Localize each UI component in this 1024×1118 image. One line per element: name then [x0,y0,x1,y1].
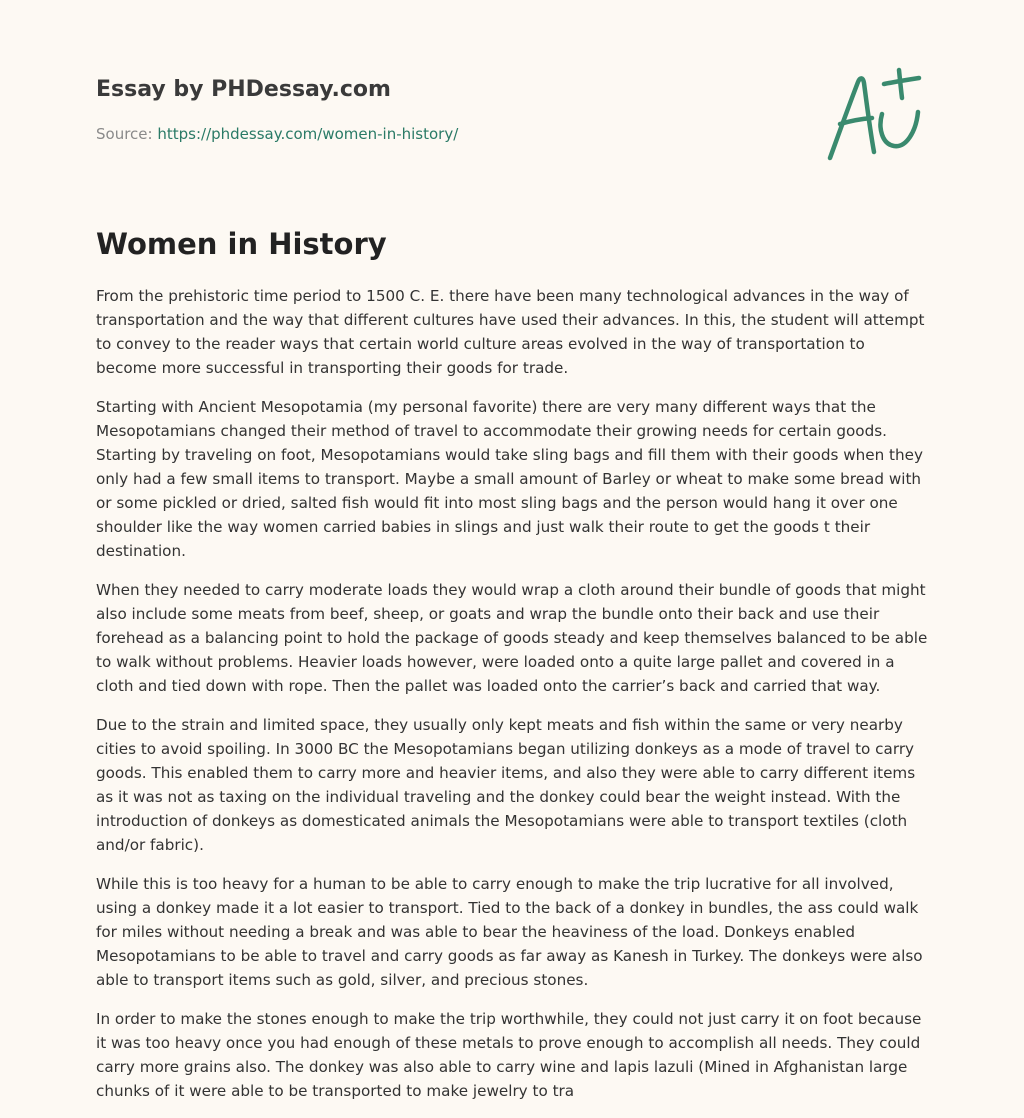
brand-title: Essay by PHDessay.com [96,77,391,102]
source-line [96,124,796,144]
a-plus-grade-icon [820,66,930,166]
essay-paragraph: From the prehistoric time period to 1500 C. E. there have been many technological advances in the way of transportation and the way that different cultures have used their advances. In this, the student will attempt to convey to the reader ways that certain world culture areas evolved in the way of transportation to become more successful in transporting their goods for trade. [96,287,925,377]
source-link[interactable]: https://phdessay.com/women-in-history/ [157,125,459,143]
essay-paragraph: When they needed to carry moderate loads they would wrap a cloth around their bundle of goods that might also include some meats from beef, sheep, or goats and wrap the bundle onto their back and use their forehead as a balancing point to hold the package of goods steady and keep themselves balanced to be able to walk without problems. Heavier loads however, were loaded onto a quite large pallet and covered in a cloth and tied down with rope. Then the pallet was loaded onto the carrier’s back and carried that way. [96,581,928,695]
essay-paragraph: Starting with Ancient Mesopotamia (my personal favorite) there are very many different ways that the Mesopotamians changed their method of travel to accommodate their growing needs for certain goods. Starting by traveling on foot, Mesopotamians would take sling bags and fill them with their goods when they only had a few small items to transport. Maybe a small amount of Barley or wheat to make some bread with or some pickled or dried, salted fish would fit into most sling bags and the person would hang it over one shoulder like the way women carried babies in slings and just walk their route to get the goods t their destination. [96,398,923,560]
source-label: Source: [96,125,153,143]
essay-paragraph: Due to the strain and limited space, they usually only kept meats and fish within the same or very nearby cities to avoid spoiling. In 3000 BC the Mesopotamians began utilizing donkeys as a mode of travel to carry goods. This enabled them to carry more and heavier items, and also they were able to carry different items as it was not as taxing on the individual traveling and the donkey could bear the weight instead. With the introduction of donkeys as domesticated animals the Mesopotamians were able to transport textiles (cloth and/or fabric). [96,716,916,854]
essay-body [96,284,930,1118]
essay-header [96,76,796,144]
essay-paragraph: While this is too heavy for a human to be able to carry enough to make the trip lucrative for all involved, using a donkey made it a lot easier to transport. Tied to the back of a donkey in bundles, the ass could walk for miles without needing a break and was able to bear the heaviness of the load. Donkeys enabled Mesopotamians to be able to travel and carry goods as far away as Kanesh in Turkey. The donkeys were also able to transport items such as gold, silver, and precious stones. [96,875,923,989]
essay-paragraph: In order to make the stones enough to make the trip worthwhile, they could not just carry it on foot because it was too heavy once you had enough of these metals to prove enough to accomplish all needs. They could carry more grains also. The donkey was also able to carry wine and lapis lazuli (Mined in Afghanistan large chunks of it were able to be transported to make jewelry to tra [96,1010,922,1100]
document-title: Women in History [96,227,387,261]
